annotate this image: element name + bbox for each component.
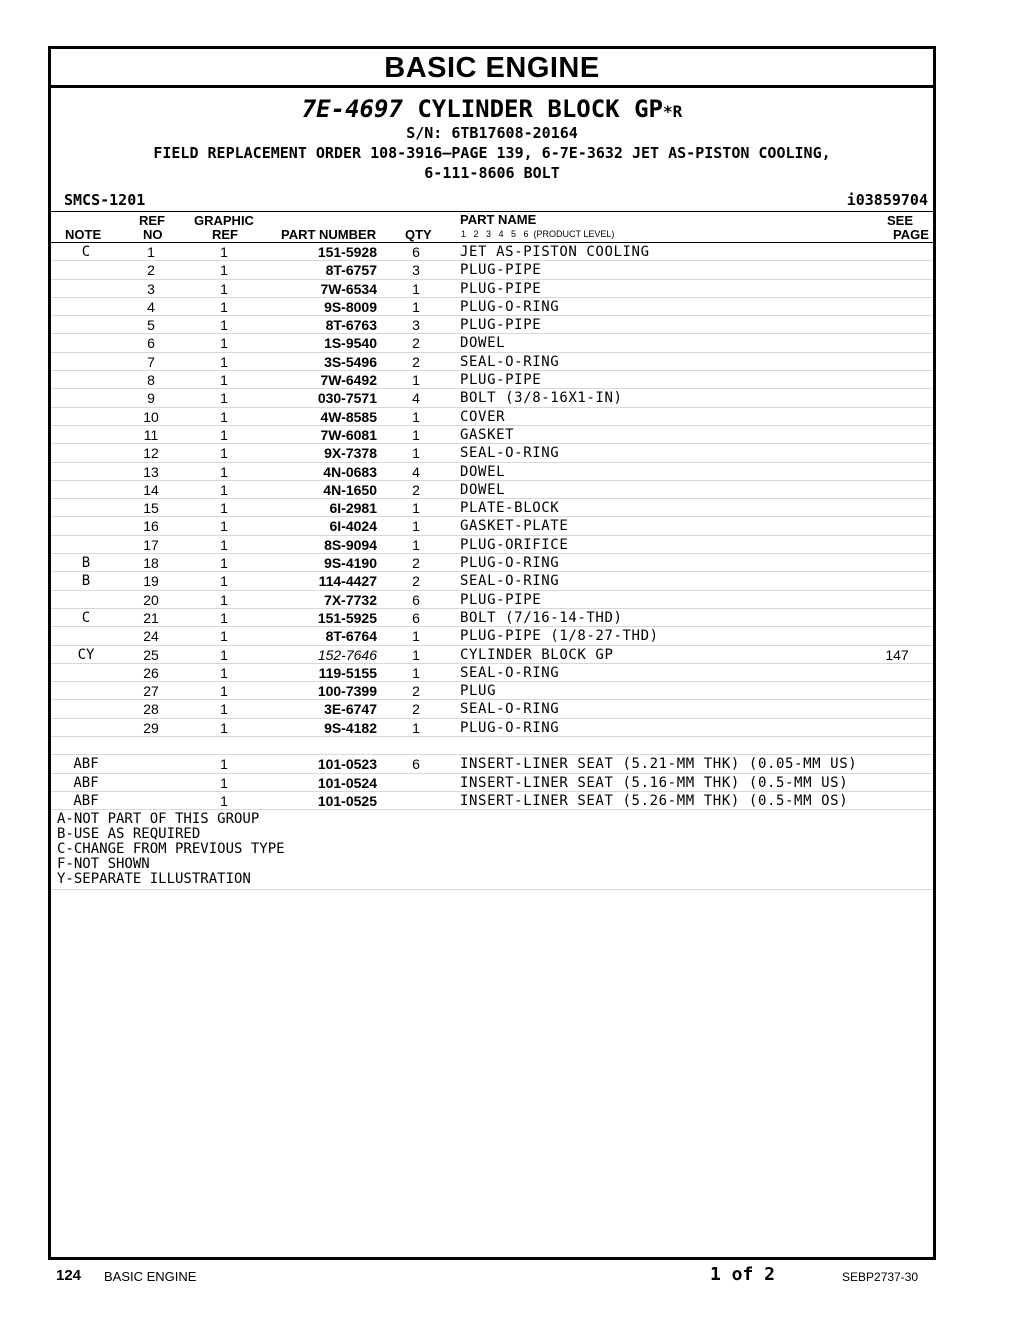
- table-row: [51, 316, 933, 334]
- row-qty: 1: [412, 372, 420, 389]
- row-part-number: 8T-6757: [325, 262, 377, 279]
- row-part-name: PLUG-PIPE: [460, 372, 542, 389]
- row-note: C: [81, 244, 91, 260]
- row-part-name: DOWEL: [460, 463, 506, 480]
- serial-number: S/N: 6TB17608-20164: [406, 124, 578, 142]
- row-part-number: 6I-2981: [329, 500, 377, 517]
- table-row: [51, 646, 933, 664]
- header-ref-bottom: NO: [143, 227, 163, 242]
- table-row: [51, 591, 933, 609]
- row-qty: 1: [412, 518, 420, 535]
- row-graphic-ref: 1: [220, 683, 228, 700]
- row-graphic-ref: 1: [220, 628, 228, 645]
- row-part-number: 7W-6534: [320, 280, 377, 297]
- table-row: [51, 389, 933, 407]
- header-product-level: 1 2 3 4 5 6 (PRODUCT LEVEL): [461, 229, 615, 239]
- group-name: CYLINDER BLOCK GP: [402, 95, 663, 123]
- table-row: [51, 481, 933, 499]
- smcs-row: [51, 189, 933, 212]
- row-graphic-ref: 1: [220, 756, 228, 773]
- row-graphic-ref: 1: [220, 792, 228, 809]
- row-qty: 2: [412, 683, 420, 700]
- row-part-number: 4N-1650: [323, 481, 377, 498]
- row-ref-no: 17: [143, 536, 159, 553]
- row-part-name: PLUG-PIPE (1/8-27-THD): [460, 628, 659, 645]
- row-part-name: GASKET-PLATE: [460, 518, 569, 535]
- row-part-number: 7W-6492: [320, 372, 377, 389]
- row-ref-no: 4: [147, 298, 155, 315]
- image-id: i03859704: [846, 191, 928, 209]
- row-part-name: SEAL-O-RING: [460, 701, 560, 718]
- row-qty: 1: [412, 646, 420, 663]
- row-graphic-ref: 1: [220, 646, 228, 663]
- table-row: [51, 719, 933, 737]
- row-part-name: INSERT-LINER SEAT (5.16-MM THK) (0.5-MM US): [460, 774, 849, 791]
- row-ref-no: 3: [147, 280, 155, 297]
- row-ref-no: 6: [147, 335, 155, 352]
- header-see-bottom: PAGE: [893, 227, 929, 242]
- row-ref-no: 11: [143, 426, 159, 443]
- row-part-name: PLUG-PIPE: [460, 280, 542, 297]
- header-ref-top: REF: [139, 213, 165, 228]
- table-row: [51, 463, 933, 481]
- row-qty: 2: [412, 335, 420, 352]
- row-ref-no: 27: [143, 683, 159, 700]
- table-row: [51, 334, 933, 352]
- table-row: [51, 353, 933, 371]
- row-note: B: [81, 555, 91, 572]
- row-graphic-ref: 1: [220, 408, 228, 425]
- row-part-number: 1S-9540: [324, 335, 377, 352]
- row-graphic-ref: 1: [220, 445, 228, 462]
- row-graphic-ref: 1: [220, 463, 228, 480]
- row-note: ABF: [73, 792, 99, 809]
- row-part-name: PLUG-PIPE: [460, 591, 542, 608]
- row-part-number: 7X-7732: [324, 591, 377, 608]
- row-ref-no: 2: [147, 262, 155, 279]
- row-part-name: PLUG-O-RING: [460, 298, 560, 315]
- table-row: [51, 664, 933, 682]
- row-part-number: 9S-4190: [324, 555, 377, 572]
- parts-table: [51, 243, 933, 810]
- row-ref-no: 14: [143, 481, 159, 498]
- row-graphic-ref: 1: [220, 390, 228, 407]
- group-title: [51, 95, 933, 123]
- row-qty: 1: [412, 628, 420, 645]
- note-line: A-NOT PART OF THIS GROUP: [57, 811, 260, 828]
- row-part-number: 3S-5496: [324, 353, 377, 370]
- row-ref-no: 12: [143, 445, 159, 462]
- table-row: [51, 280, 933, 298]
- table-row: [51, 517, 933, 535]
- row-ref-no: 21: [143, 609, 159, 626]
- row-qty: 1: [412, 426, 420, 443]
- header-see-top: SEE: [887, 213, 914, 228]
- row-part-name: GASKET: [460, 426, 515, 443]
- row-part-number: 101-0524: [317, 774, 377, 791]
- row-qty: 2: [412, 555, 420, 572]
- notes-legend: [51, 810, 933, 890]
- table-row: [51, 554, 933, 572]
- note-line: B-USE AS REQUIRED: [57, 826, 201, 843]
- row-part-number: 4N-0683: [323, 463, 377, 480]
- row-qty: 3: [412, 262, 420, 279]
- table-row: [51, 792, 933, 810]
- table-row: [51, 774, 933, 792]
- column-headers: [51, 212, 933, 243]
- header-part-number: PART NUMBER: [281, 227, 377, 242]
- row-part-name: JET AS-PISTON COOLING: [460, 244, 650, 260]
- row-part-number: 8T-6763: [325, 317, 377, 334]
- smcs-code: SMCS-1201: [64, 191, 146, 209]
- row-qty: 4: [412, 463, 420, 480]
- row-ref-no: 18: [143, 555, 159, 572]
- row-part-number: 119-5155: [318, 664, 377, 681]
- footer-doc-id: SEBP2737-30: [842, 1270, 919, 1284]
- row-ref-no: 29: [143, 719, 159, 736]
- row-qty: 1: [412, 719, 420, 736]
- row-part-name: PLUG-ORIFICE: [460, 536, 569, 553]
- row-part-name: INSERT-LINER SEAT (5.21-MM THK) (0.05-MM US): [460, 756, 858, 773]
- row-graphic-ref: 1: [220, 335, 228, 352]
- group-mark: *R: [662, 102, 683, 121]
- row-ref-no: 28: [143, 701, 159, 718]
- row-qty: 2: [412, 481, 420, 498]
- row-part-name: CYLINDER BLOCK GP: [460, 646, 614, 663]
- row-qty: 6: [412, 591, 420, 608]
- table-row: [51, 700, 933, 718]
- table-row: [51, 261, 933, 279]
- row-part-number: 152-7646: [317, 646, 377, 663]
- group-number: 7E-4697: [301, 95, 403, 123]
- row-part-number: 151-5925: [317, 609, 377, 626]
- row-part-name: BOLT (3/8-16X1-IN): [460, 390, 623, 407]
- table-row: [51, 499, 933, 517]
- row-qty: 1: [412, 664, 420, 681]
- row-graphic-ref: 1: [220, 555, 228, 572]
- row-part-name: SEAL-O-RING: [460, 664, 560, 681]
- row-graphic-ref: 1: [220, 298, 228, 315]
- row-graphic-ref: 1: [220, 500, 228, 517]
- row-part-number: 8T-6764: [325, 628, 377, 645]
- row-graphic-ref: 1: [220, 609, 228, 626]
- row-qty: 3: [412, 317, 420, 334]
- row-see-page: 147: [885, 646, 909, 663]
- row-ref-no: 1: [147, 244, 155, 260]
- row-qty: 1: [412, 298, 420, 315]
- row-graphic-ref: 1: [220, 317, 228, 334]
- row-qty: 2: [412, 701, 420, 718]
- row-ref-no: 5: [147, 317, 155, 334]
- row-ref-no: 13: [143, 463, 159, 480]
- row-part-name: INSERT-LINER SEAT (5.26-MM THK) (0.5-MM OS): [460, 792, 849, 809]
- row-part-name: SEAL-O-RING: [460, 353, 560, 370]
- row-part-name: PLUG-O-RING: [460, 555, 560, 572]
- row-part-number: 9S-8009: [324, 298, 377, 315]
- row-qty: 1: [412, 280, 420, 297]
- row-qty: 4: [412, 390, 420, 407]
- row-part-name: PLATE-BLOCK: [460, 500, 560, 517]
- table-row: [51, 627, 933, 645]
- row-qty: 6: [412, 609, 420, 626]
- row-graphic-ref: 1: [220, 719, 228, 736]
- row-qty: 1: [412, 408, 420, 425]
- table-row: [51, 444, 933, 462]
- row-graphic-ref: 1: [220, 774, 228, 791]
- row-ref-no: 15: [143, 500, 159, 517]
- row-qty: 2: [412, 353, 420, 370]
- page-frame: [48, 46, 936, 1260]
- header-qty: QTY: [405, 227, 432, 242]
- row-part-number: 151-5928: [317, 244, 377, 260]
- header-graphic-bottom: REF: [212, 227, 238, 242]
- row-part-name: SEAL-O-RING: [460, 573, 560, 590]
- header-part-name: PART NAME: [460, 212, 537, 227]
- row-part-number: 4W-8585: [320, 408, 377, 425]
- row-part-name: PLUG: [460, 683, 497, 700]
- row-graphic-ref: 1: [220, 353, 228, 370]
- table-row: [51, 371, 933, 389]
- row-ref-no: 10: [143, 408, 159, 425]
- table-row: [51, 426, 933, 444]
- note-line: F-NOT SHOWN: [57, 856, 150, 873]
- row-part-number: 7W-6081: [320, 426, 377, 443]
- row-part-number: 3E-6747: [324, 701, 377, 718]
- row-graphic-ref: 1: [220, 280, 228, 297]
- row-ref-no: 9: [147, 390, 155, 407]
- row-part-name: PLUG-PIPE: [460, 317, 542, 334]
- page-footer: [0, 1264, 1020, 1288]
- row-note: ABF: [73, 756, 99, 773]
- row-ref-no: 16: [143, 518, 159, 535]
- table-row: [51, 737, 933, 755]
- row-graphic-ref: 1: [220, 591, 228, 608]
- row-qty: 1: [412, 536, 420, 553]
- row-note: B: [81, 573, 91, 590]
- row-note: ABF: [73, 774, 99, 791]
- row-qty: 1: [412, 500, 420, 517]
- row-part-name: DOWEL: [460, 481, 506, 498]
- row-graphic-ref: 1: [220, 244, 228, 260]
- row-qty: 6: [412, 244, 420, 260]
- field-replacement-line-1: FIELD REPLACEMENT ORDER 108-3916—PAGE 139, 6-7E-3632 JET AS-PISTON COOLING,: [153, 144, 831, 162]
- header-note: NOTE: [65, 227, 102, 242]
- table-row: [51, 243, 933, 261]
- row-graphic-ref: 1: [220, 536, 228, 553]
- row-ref-no: 7: [147, 353, 155, 370]
- footer-section: BASIC ENGINE: [104, 1269, 197, 1284]
- table-row: [51, 536, 933, 554]
- row-graphic-ref: 1: [220, 481, 228, 498]
- note-line: Y-SEPARATE ILLUSTRATION: [57, 871, 251, 888]
- section-title: BASIC ENGINE: [51, 49, 933, 88]
- row-part-name: SEAL-O-RING: [460, 445, 560, 462]
- row-graphic-ref: 1: [220, 372, 228, 389]
- row-qty: 2: [412, 573, 420, 590]
- row-ref-no: 8: [147, 372, 155, 389]
- row-part-number: 101-0525: [317, 792, 377, 809]
- row-part-number: 9S-4182: [324, 719, 377, 736]
- row-graphic-ref: 1: [220, 426, 228, 443]
- row-graphic-ref: 1: [220, 701, 228, 718]
- row-part-name: PLUG-O-RING: [460, 719, 560, 736]
- row-ref-no: 24: [143, 628, 159, 645]
- row-ref-no: 20: [143, 591, 159, 608]
- header-graphic-top: GRAPHIC: [194, 213, 254, 228]
- row-part-number: 6I-4024: [329, 518, 377, 535]
- footer-page-of: 1 of 2: [710, 1264, 776, 1285]
- row-graphic-ref: 1: [220, 262, 228, 279]
- note-line: C-CHANGE FROM PREVIOUS TYPE: [57, 841, 285, 858]
- row-part-number: 9X-7378: [324, 445, 377, 462]
- row-part-name: PLUG-PIPE: [460, 262, 542, 279]
- row-part-number: 030-7571: [317, 390, 377, 407]
- row-graphic-ref: 1: [220, 573, 228, 590]
- row-note: CY: [77, 646, 95, 663]
- field-replacement-line-2: 6-111-8606 BOLT: [424, 164, 560, 182]
- row-ref-no: 19: [143, 573, 159, 590]
- row-qty: 6: [412, 756, 420, 773]
- table-row: [51, 755, 933, 773]
- row-part-name: COVER: [460, 408, 506, 425]
- row-part-number: 8S-9094: [324, 536, 377, 553]
- table-row: [51, 298, 933, 316]
- table-row: [51, 572, 933, 590]
- row-graphic-ref: 1: [220, 664, 228, 681]
- footer-page-number: 124: [56, 1267, 82, 1284]
- table-row: [51, 609, 933, 627]
- row-part-number: 114-4427: [318, 573, 377, 590]
- row-qty: 1: [412, 445, 420, 462]
- row-part-name: BOLT (7/16-14-THD): [460, 609, 623, 626]
- row-part-number: 100-7399: [317, 683, 377, 700]
- row-ref-no: 25: [143, 646, 159, 663]
- table-row: [51, 682, 933, 700]
- table-row: [51, 408, 933, 426]
- row-part-name: DOWEL: [460, 335, 506, 352]
- row-graphic-ref: 1: [220, 518, 228, 535]
- row-note: C: [81, 609, 91, 626]
- row-ref-no: 26: [143, 664, 159, 681]
- row-part-number: 101-0523: [317, 756, 377, 773]
